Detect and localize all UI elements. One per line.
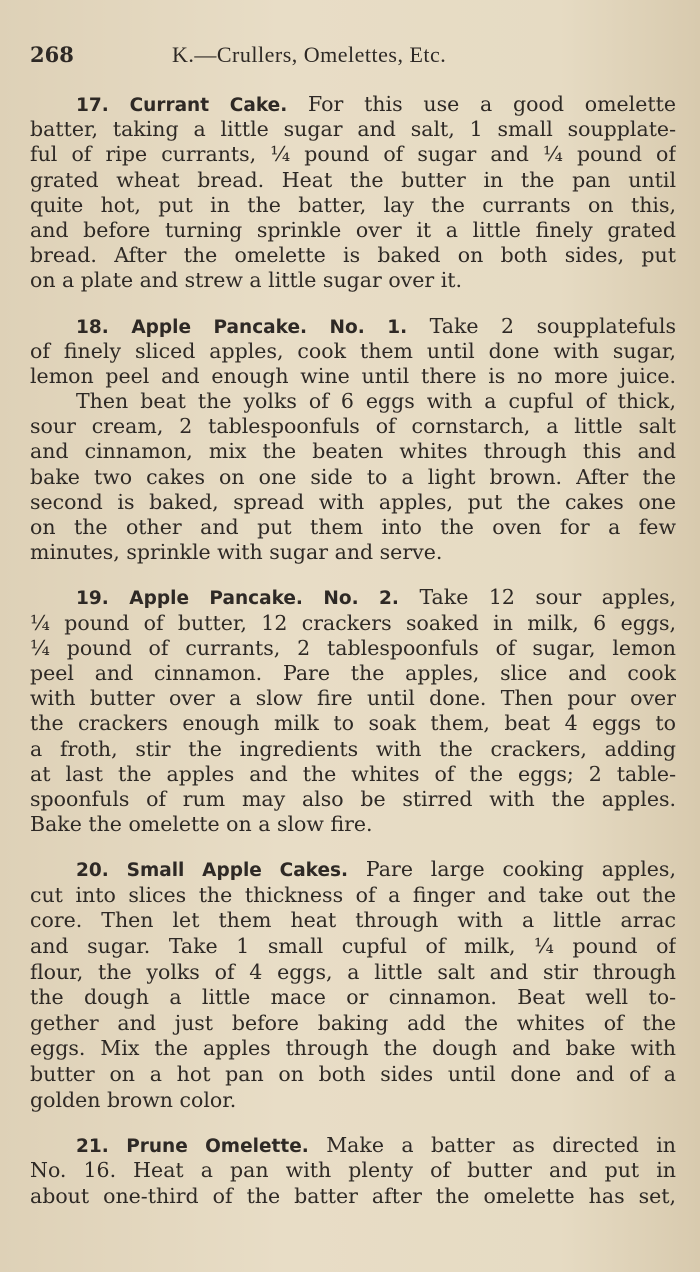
- recipe-title: Apple Pancake. No. 1.: [131, 316, 408, 338]
- recipe-text: Pare large cooking apples,: [365, 857, 676, 882]
- recipe-text: Take 12 sour apples,: [419, 585, 676, 610]
- recipe-line: at last the apples and the whites of the eggs; 2 table-: [30, 761, 676, 786]
- recipe-number: 19.: [76, 588, 109, 610]
- recipe-line: quite hot, put in the batter, lay the currants on this,: [30, 192, 676, 217]
- recipe-line: [30, 585, 676, 610]
- recipe-line: gether and just before baking add the whites of the: [30, 1010, 676, 1035]
- recipe-line: batter, taking a little sugar and salt, 1 small soupplate-: [30, 117, 676, 142]
- recipe-line: bread. After the omelette is baked on both sides, put: [30, 243, 676, 268]
- recipe-line: No. 16. Heat a pan with plenty of butter and put in: [30, 1158, 676, 1183]
- recipe-line: lemon peel and enough wine until there is no more juice.: [30, 363, 676, 388]
- recipe-text: For this use a good omelette: [308, 92, 676, 116]
- running-head: K.—Crullers, Omelettes, Etc.: [172, 42, 447, 67]
- recipe-line: a froth, stir the ingredients with the crackers, adding: [30, 736, 676, 761]
- recipe-number: 18.: [76, 316, 109, 338]
- page-header: [30, 42, 676, 76]
- recipe-line: minutes, sprinkle with sugar and serve.: [30, 540, 443, 565]
- recipe-line: ¼ pound of currants, 2 tablespoonfuls of sugar, lemon: [30, 635, 676, 660]
- recipe-number: 21.: [76, 1136, 109, 1158]
- recipe-line: and before turning sprinkle over it a little finely grated: [30, 217, 676, 242]
- recipe-17: [30, 92, 676, 294]
- recipe-line: flour, the yolks of 4 eggs, a little salt and stir through: [30, 959, 676, 984]
- recipe-text: Take 2 soupplatefuls: [429, 313, 676, 338]
- recipe-line: eggs. Mix the apples through the dough and bake with: [30, 1036, 676, 1061]
- recipe-line: Bake the omelette on a slow fire.: [30, 812, 373, 837]
- recipe-20: [30, 857, 676, 1113]
- recipe-line: and sugar. Take 1 small cupful of milk, ¼ pound of: [30, 934, 676, 959]
- recipe-line: cut into slices the thickness of a finger and take out the: [30, 882, 676, 907]
- recipe-number: 17.: [76, 95, 109, 116]
- recipe-line: bake two cakes on one side to a light brown. After the: [30, 464, 676, 489]
- page-number: 268: [30, 42, 74, 67]
- recipe-line: the dough a little mace or cinnamon. Beat well to-: [30, 985, 676, 1010]
- recipe-line: ¼ pound of butter, 12 crackers soaked in milk, 6 eggs,: [30, 610, 676, 635]
- recipe-line: spoonfuls of rum may also be stirred with the apples.: [30, 786, 676, 811]
- recipe-line: [30, 857, 676, 883]
- recipe-line: on the other and put them into the oven for a few: [30, 515, 676, 539]
- recipe-title: Small Apple Cakes.: [126, 860, 349, 882]
- recipe-line: golden brown color.: [30, 1087, 237, 1112]
- recipe-line: [30, 1133, 676, 1158]
- recipe-line: sour cream, 2 tablespoonfuls of cornstarch, a little salt: [30, 414, 676, 439]
- recipe-list: [30, 92, 676, 1209]
- recipe-line: second is baked, spread with apples, put the cakes one: [30, 489, 676, 514]
- recipe-number: 20.: [76, 860, 109, 882]
- recipe-title: Prune Omelette.: [126, 1136, 309, 1158]
- recipe-text: Make a batter as directed in: [326, 1133, 676, 1158]
- recipe-line: core. Then let them heat through with a little arrac: [30, 908, 676, 933]
- recipe-title: Currant Cake.: [129, 95, 288, 116]
- recipe-line: of finely sliced apples, cook them until done with sugar,: [30, 338, 676, 363]
- recipe-line: on a plate and strew a little sugar over it.: [30, 268, 463, 293]
- recipe-line: ful of ripe currants, ¼ pound of sugar and ¼ pound of: [30, 142, 676, 167]
- recipe-line: and cinnamon, mix the beaten whites through this and: [30, 439, 676, 464]
- recipe-line: Then beat the yolks of 6 eggs with a cupful of thick,: [76, 389, 676, 414]
- recipe-21: [30, 1133, 676, 1209]
- recipe-line: about one-third of the batter after the omelette has set,: [30, 1183, 676, 1208]
- recipe-line: with butter over a slow fire until done. Then pour over: [30, 686, 676, 711]
- recipe-line: grated wheat bread. Heat the butter in the pan until: [30, 167, 676, 192]
- recipe-line: peel and cinnamon. Pare the apples, slice and cook: [30, 660, 676, 685]
- recipe-line: [30, 92, 676, 117]
- recipe-line: butter on a hot pan on both sides until done and of a: [30, 1062, 676, 1086]
- recipe-line: the crackers enough milk to soak them, beat 4 eggs to: [30, 711, 676, 736]
- recipe-line: [30, 314, 676, 339]
- recipe-title: Apple Pancake. No. 2.: [129, 588, 399, 610]
- recipe-19: [30, 585, 676, 837]
- recipe-18: [30, 314, 676, 566]
